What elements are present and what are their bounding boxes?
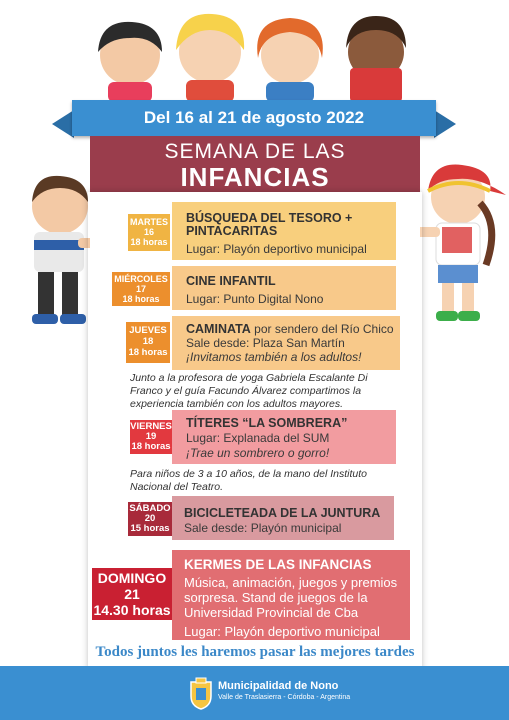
event-martes-day: [128, 214, 170, 251]
event-title-rest: por sendero del Río Chico: [250, 322, 394, 336]
girl-right-illustration: [410, 155, 509, 325]
day-time: 18 horas: [128, 347, 168, 358]
day-number: 17: [135, 284, 146, 294]
event-viernes-day: [130, 420, 172, 454]
event-line: Lugar: Playón deportivo municipal: [186, 242, 367, 256]
event-domingo-day: [92, 568, 172, 620]
event-line: ¡Trae un sombrero o gorro!: [186, 446, 330, 460]
event-title: BICICLETEADA DE LA JUNTURA: [184, 506, 381, 520]
banner-tail-left: [52, 110, 74, 138]
event-line: Lugar: Punto Digital Nono: [186, 292, 324, 306]
day-name: VIERNES: [130, 421, 172, 432]
day-name: MIÉRCOLES: [114, 274, 168, 284]
event-miercoles-day: [112, 272, 170, 306]
banner-tail-right: [434, 110, 456, 138]
event-line: Lugar: Explanada del SUM: [186, 431, 330, 445]
day-time: 18 horas: [122, 294, 160, 304]
event-sabado-content: [184, 506, 392, 536]
day-name: DOMINGO: [97, 570, 167, 586]
title-box: [90, 136, 420, 192]
event-domingo-content: [184, 557, 406, 639]
event-title: CAMINATA: [186, 322, 251, 336]
day-time: 15 horas: [130, 523, 170, 534]
event-jueves-content: [186, 322, 398, 364]
event-title: BÚSQUEDA DEL TESORO + PINTACARITAS: [186, 211, 353, 238]
event-martes-content: [186, 212, 391, 256]
day-name: SÁBADO: [129, 503, 171, 514]
event-miercoles-content: [186, 274, 391, 306]
note-viernes: Para niños de 3 a 10 años, de la mano del Instituto Nacional del Teatro.: [130, 468, 367, 493]
municipality-subtitle: Valle de Traslasierra - Córdoba - Argentina: [218, 694, 351, 701]
event-line: Sale desde: Plaza San Martín: [186, 336, 345, 350]
event-line: Lugar: Playón deportivo municipal: [184, 624, 380, 639]
title-line1: SEMANA DE LAS: [164, 140, 346, 163]
event-line: Universidad Provincial de Cba: [184, 605, 359, 620]
event-jueves-day: [126, 322, 170, 363]
event-line: ¡Invitamos también a los adultos!: [186, 350, 362, 364]
event-line: Sale desde: Playón municipal: [184, 521, 342, 535]
day-name: MARTES: [130, 217, 168, 227]
day-number: 19: [145, 431, 157, 442]
day-time: 18 horas: [130, 237, 168, 247]
note-jueves: Junto a la profesora de yoga Gabriela Escalante Di Franco y el guía Facundo Álvarez compartimos la experiencia también con los adultos mayores.: [130, 372, 368, 410]
event-title: CINE INFANTIL: [186, 274, 276, 288]
slogan: Todos juntos les haremos pasar las mejores tardes: [95, 644, 415, 660]
footer-bar: [0, 666, 509, 720]
dates-banner: Del 16 al 21 de agosto 2022: [72, 100, 436, 136]
day-number: 18: [142, 336, 154, 347]
day-number: 21: [124, 586, 140, 602]
event-sabado-day: [128, 502, 172, 536]
day-time: 14.30 horas: [93, 602, 171, 618]
event-line: Música, animación, juegos y premios: [184, 575, 398, 590]
day-name: JUEVES: [129, 325, 167, 336]
event-line: sorpresa. Stand de juegos de la: [184, 590, 368, 605]
event-title: TÍTERES “LA SOMBRERA”: [186, 416, 348, 430]
event-title: KERMES DE LAS INFANCIAS: [184, 557, 372, 572]
day-number: 20: [144, 513, 156, 524]
event-viernes-content: [186, 416, 391, 461]
title-line2: INFANCIAS: [180, 162, 330, 192]
day-number: 16: [143, 227, 154, 237]
kids-illustration: [0, 0, 509, 110]
municipality-name: Municipalidad de Nono: [218, 680, 339, 692]
day-time: 18 horas: [131, 441, 171, 452]
municipality-shield-icon: [188, 676, 214, 710]
